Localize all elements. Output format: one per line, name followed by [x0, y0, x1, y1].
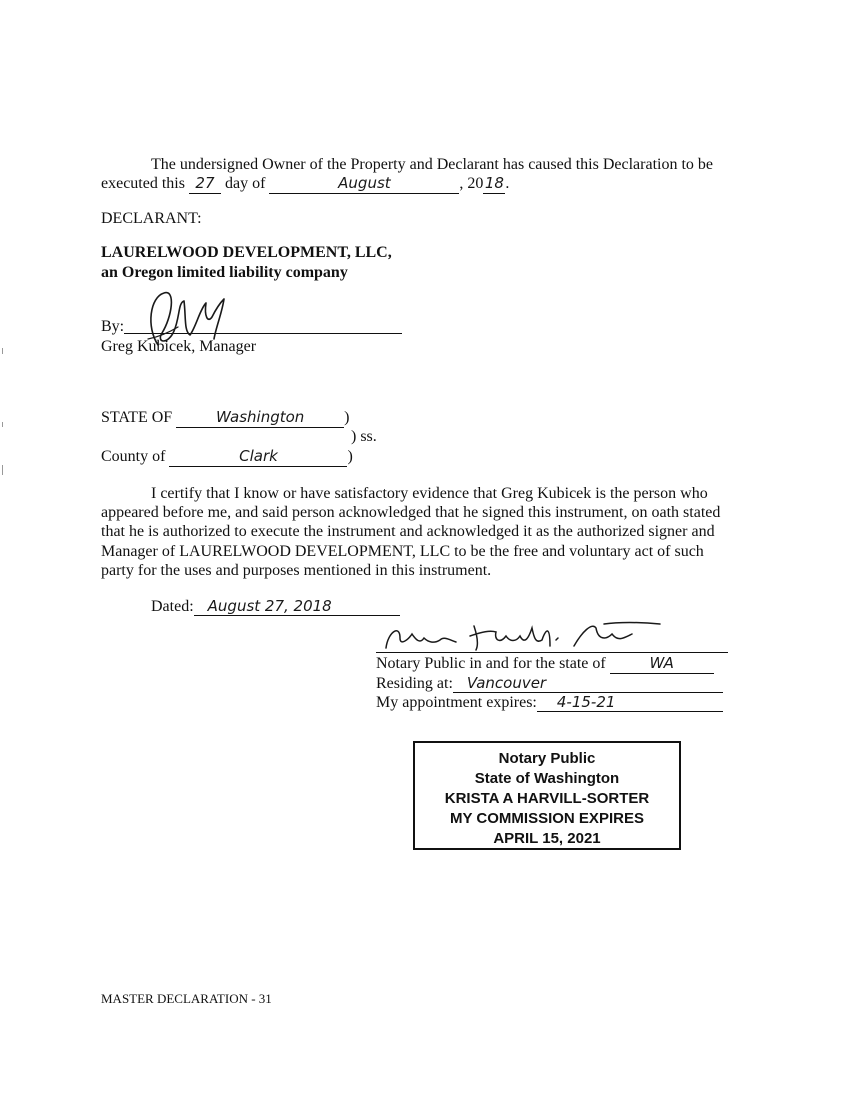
county-line: [101, 448, 353, 467]
scan-mark: [2, 465, 3, 475]
year-prefix: , 20: [459, 175, 484, 192]
dated-value: August 27, 2018: [207, 597, 332, 615]
execution-prefix: executed this: [101, 175, 185, 192]
scan-mark: [2, 348, 3, 354]
stamp-line-1: Notary Public: [498, 750, 596, 767]
company-description: an Oregon limited liability company: [101, 264, 348, 281]
dated-line: [151, 598, 400, 616]
signer-name: Greg Kubicek, Manager: [101, 338, 257, 355]
certification-line-3: that he is authorized to execute the instrument and acknowledged it as the authorized signer and: [101, 523, 715, 540]
state-of-label: STATE OF: [101, 409, 173, 426]
residing-field: [453, 675, 723, 693]
declarant-label: DECLARANT:: [101, 210, 202, 227]
ss-marker: ) ss.: [351, 428, 377, 445]
notary-state-label: Notary Public in and for the state of: [376, 655, 606, 672]
stamp-line-2: State of Washington: [474, 770, 620, 787]
notary-state-value: WA: [649, 654, 674, 672]
county-close-paren: ): [347, 448, 353, 465]
month-field: [269, 175, 459, 194]
stamp-line-5: APRIL 15, 2021: [493, 830, 601, 847]
notary-stamp: [413, 741, 681, 850]
state-field: [176, 409, 344, 428]
day-value: 27: [195, 174, 215, 192]
notary-state-field: [610, 655, 714, 674]
county-value: Clark: [239, 447, 278, 465]
year-field: [483, 175, 505, 194]
state-close-paren: ): [344, 409, 350, 426]
certification-line-1: I certify that I know or have satisfactory evidence that Greg Kubicek is the person who: [151, 485, 708, 502]
county-field: [169, 448, 347, 467]
day-of-text: day of: [224, 175, 266, 192]
execution-line-2: [101, 175, 509, 194]
residing-value: Vancouver: [466, 674, 547, 692]
notary-state-line: [376, 655, 714, 674]
year-value: 18: [484, 174, 504, 192]
period: .: [505, 175, 510, 192]
page-footer: MASTER DECLARATION - 31: [101, 991, 272, 1006]
scan-mark: [2, 422, 3, 427]
expires-line: [376, 694, 723, 712]
state-value: Washington: [216, 408, 305, 426]
state-of-line: [101, 409, 350, 428]
expires-label: My appointment expires:: [376, 694, 537, 711]
stamp-line-4: MY COMMISSION EXPIRES: [450, 810, 644, 827]
by-label: By:: [101, 318, 125, 335]
certification-line-5: party for the uses and purposes mentioned in this instrument.: [101, 562, 492, 579]
dated-field: [194, 598, 400, 616]
county-label: County of: [101, 448, 166, 465]
expires-field: [537, 694, 723, 712]
residing-line: [376, 675, 723, 693]
certification-line-4: Manager of LAURELWOOD DEVELOPMENT, LLC to be the free and voluntary act of such: [101, 543, 704, 560]
residing-label: Residing at:: [376, 675, 453, 692]
company-name: LAURELWOOD DEVELOPMENT, LLC,: [101, 244, 392, 261]
stamp-line-3: KRISTA A HARVILL-SORTER: [444, 790, 650, 807]
notary-signature-line: [376, 652, 728, 653]
expires-value: 4-15-21: [556, 693, 616, 711]
day-field: [189, 175, 221, 194]
dated-label: Dated:: [151, 598, 194, 615]
execution-line-1: The undersigned Owner of the Property and Declarant has caused this Declaration to be: [151, 156, 714, 173]
month-value: August: [338, 174, 391, 192]
notary-signature: [378, 618, 678, 654]
certification-line-2: appeared before me, and said person acknowledged that he signed this instrument, on oath stated: [101, 504, 721, 521]
